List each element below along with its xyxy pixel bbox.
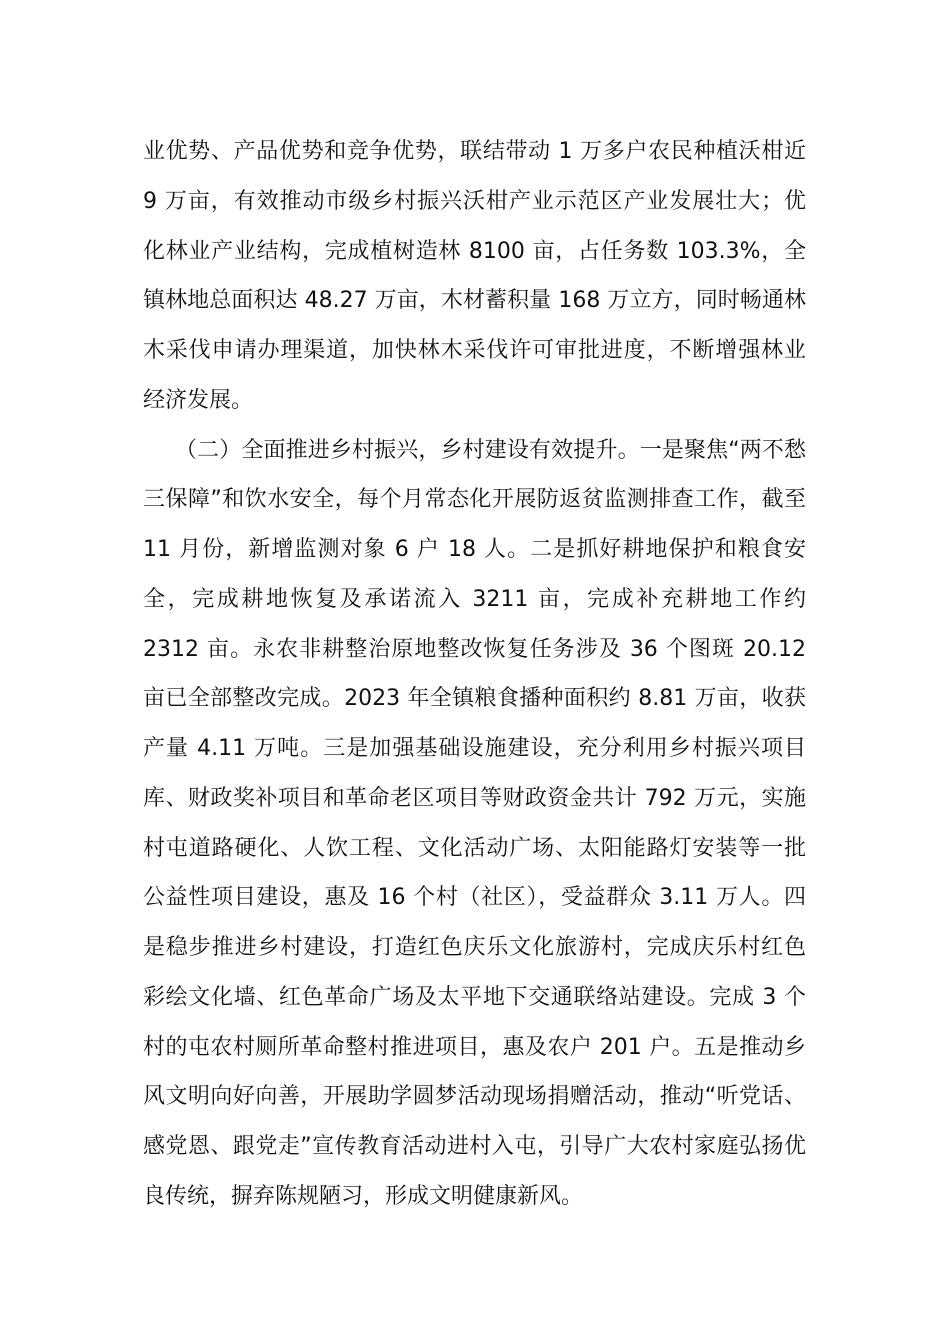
text-line: 2312 亩。永农非耕整治原地整改恢复任务涉及 36 个图斑 20.12	[143, 636, 806, 662]
text-line: 业优势、产品优势和竞争优势，联结带动 1 万多户农民种植沃柑近	[143, 139, 806, 164]
text-line: （二）全面推进乡村振兴，乡村建设有效提升。一是聚焦“两不愁	[175, 437, 806, 463]
text-line: 三保障”和饮水安全，每个月常态化开展防返贫监测排查工作，截至	[143, 487, 806, 513]
text-line: 亩已全部整改完成。2023 年全镇粮食播种面积约 8.81 万亩，收获	[143, 686, 806, 712]
text-line: 产量 4.11 万吨。三是加强基础设施建设，充分利用乡村振兴项目	[143, 736, 806, 761]
text-line: 镇林地总面积达 48.27 万亩，木材蓄积量 168 万立方，同时畅通林	[143, 288, 806, 314]
text-line: 彩绘文化墙、红色革命广场及太平地下交通联络站建设。完成 3 个	[143, 984, 806, 1010]
text-line: 化林业产业结构，完成植树造林 8100 亩，占任务数 103.3%，全	[143, 238, 806, 264]
text-line: 木采伐申请办理渠道，加快林木采伐许可审批进度，不断增强林业	[143, 338, 806, 363]
text-line: 库、财政奖补项目和革命老区项目等财政资金共计 792 万元，实施	[143, 785, 806, 811]
text-line: 村的屯农村厕所革命整村推进项目，惠及农户 201 户。五是推动乡	[143, 1034, 806, 1060]
text-line: 风文明向好向善，开展助学圆梦活动现场捐赠活动，推动“听党话、	[143, 1084, 806, 1110]
text-line: 全，完成耕地恢复及承诺流入 3211 亩，完成补充耕地工作约	[143, 586, 806, 612]
paragraph-rural-revitalization	[143, 426, 806, 1222]
text-line: 感党恩、跟党走”宣传教育活动进村入屯，引导广大农村家庭弘扬优	[143, 1134, 806, 1159]
paragraph-agriculture-forestry	[143, 127, 806, 426]
text-line: 9 万亩，有效推动市级乡村振兴沃柑产业示范区产业发展壮大；优	[143, 188, 806, 214]
document-page	[143, 127, 806, 1222]
text-line: 良传统，摒弃陈规陋习，形成文明健康新风。	[143, 1183, 584, 1209]
text-line: 经济发展。	[143, 387, 254, 413]
text-line: 是稳步推进乡村建设，打造红色庆乐文化旅游村，完成庆乐村红色	[143, 935, 806, 960]
text-line: 公益性项目建设，惠及 16 个村（社区），受益群众 3.11 万人。四	[143, 885, 806, 911]
text-line: 11 月份，新增监测对象 6 户 18 人。二是抓好耕地保护和粮食安	[143, 537, 806, 562]
text-line: 村屯道路硬化、人饮工程、文化活动广场、太阳能路灯安装等一批	[143, 835, 806, 861]
